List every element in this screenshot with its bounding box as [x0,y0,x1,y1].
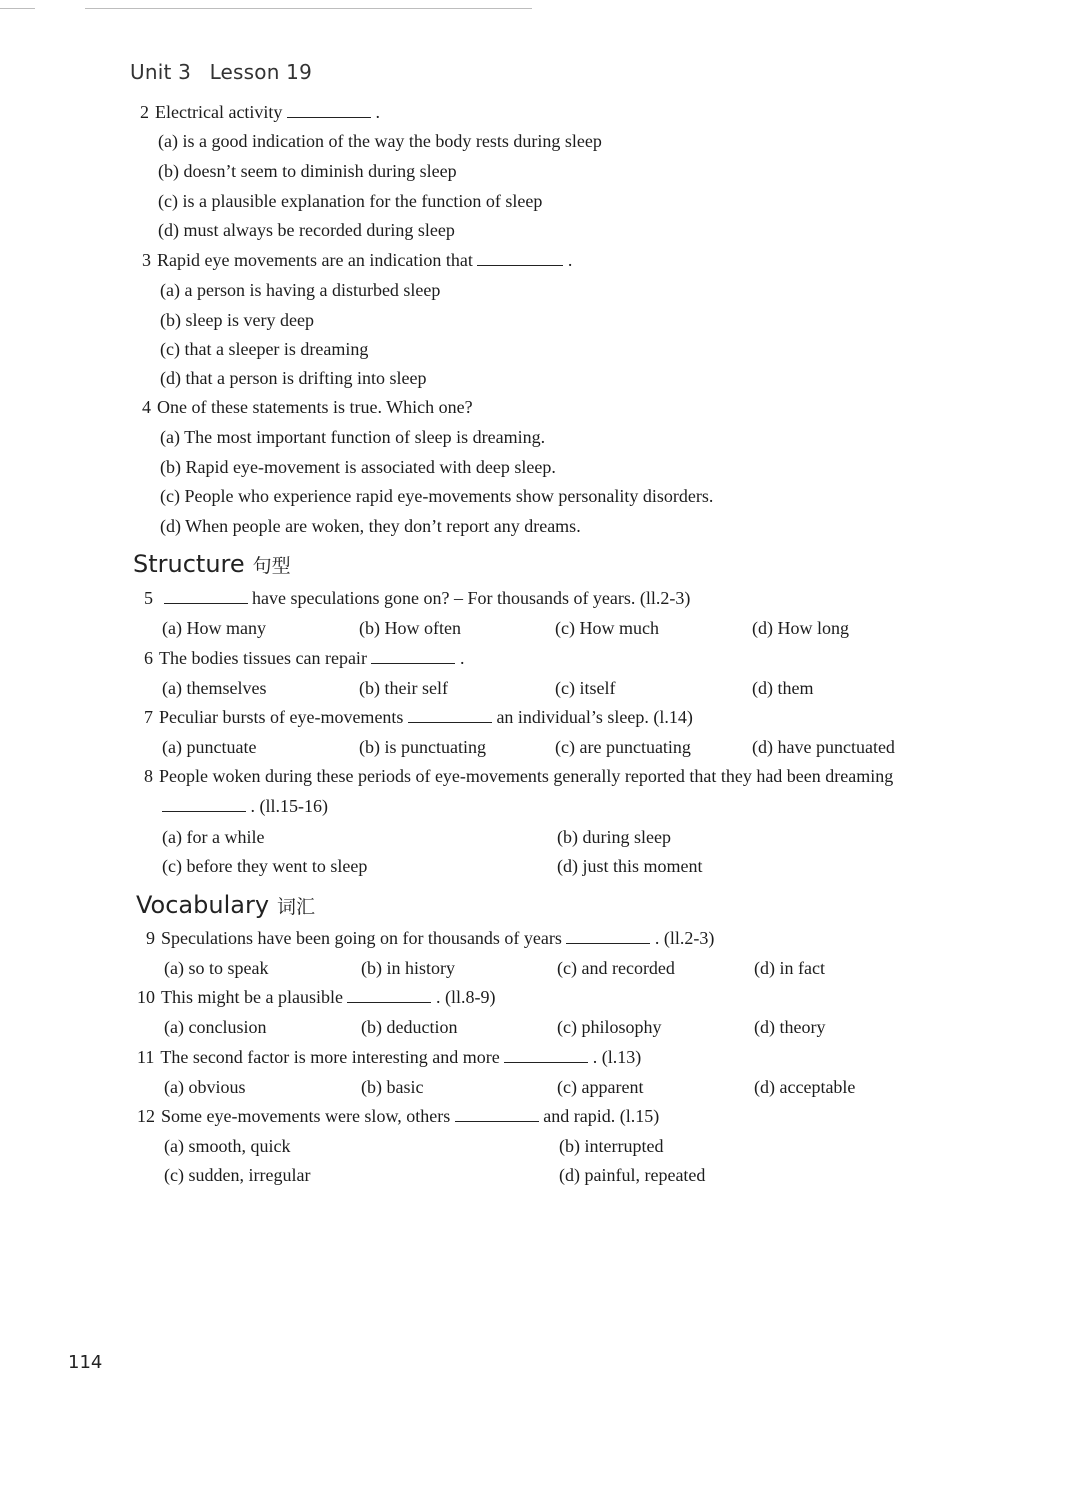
answer-blank [164,589,248,604]
page-number: 114 [68,1352,103,1373]
option-a: (a) a person is having a disturbed sleep [160,280,441,300]
option-b: (b) doesn’t seem to diminish during sleep [158,161,457,181]
option-b: (b) basic [361,1077,424,1097]
structure-title: Structure [133,550,245,578]
question-text-after: . (l.13) [592,1047,642,1067]
question-text-after: and rapid. (l.15) [543,1106,660,1126]
vocabulary-title-zh: 词汇 [277,896,316,918]
page-header [130,60,312,84]
question-text: Speculations have been going on for thousands of years [161,928,562,948]
question-2 [140,100,380,124]
option-c: (c) and recorded [557,958,675,978]
option-b: (b) Rapid eye-movement is associated with deep sleep. [160,457,556,477]
structure-title-zh: 句型 [252,555,291,577]
option-c: (c) itself [555,678,616,698]
top-rule [85,8,532,9]
option-d: (d) just this moment [557,856,703,876]
option-d: (d) theory [754,1017,826,1037]
question-3 [142,248,572,272]
question-text: Electrical activity [155,102,283,122]
question-text-after: an individual’s sleep. (l.14) [496,707,693,727]
answer-blank [162,797,246,812]
option-b: (b) interrupted [559,1136,664,1156]
question-number: 8 [144,766,153,786]
question-6 [144,646,464,670]
question-text-after: . [375,102,380,122]
option-a: (a) obvious [164,1077,246,1097]
question-number: 2 [140,102,149,122]
question-8 [144,764,893,788]
option-c: (c) apparent [557,1077,644,1097]
question-text-after: . [567,250,573,270]
option-a: (a) How many [162,618,266,638]
question-number: 3 [142,250,151,270]
option-d: (d) How long [752,618,849,638]
option-b: (b) in history [361,958,455,978]
option-a: (a) conclusion [164,1017,267,1037]
question-4 [142,395,473,419]
option-b: (b) their self [359,678,448,698]
question-text: Some eye-movements were slow, others [161,1106,451,1126]
answer-blank [477,251,563,266]
option-c: (c) is a plausible explanation for the function of sleep [158,191,543,211]
answer-blank [566,929,650,944]
vocabulary-heading [136,891,315,919]
question-text: The second factor is more interesting and more [160,1047,500,1067]
question-text: This might be a plausible [161,987,343,1007]
top-rule-left [0,8,35,9]
question-text-after: . (ll.2-3) [654,928,715,948]
option-d: (d) must always be recorded during sleep [158,220,455,240]
question-text: People woken during these periods of eye-movements generally reported that they had been dreaming [159,766,894,786]
vocabulary-title: Vocabulary [136,891,270,919]
question-number: 12 [137,1106,155,1126]
option-a: (a) so to speak [164,958,269,978]
question-number: 4 [142,397,151,417]
question-9 [146,926,714,950]
question-number: 6 [144,648,153,668]
question-10 [137,985,495,1009]
question-11 [137,1045,641,1069]
question-7 [144,705,693,729]
option-b: (b) deduction [361,1017,458,1037]
option-a: (a) themselves [162,678,267,698]
question-text-after: . (ll.8-9) [435,987,496,1007]
option-d: (d) that a person is drifting into sleep [160,368,427,388]
option-d: (d) have punctuated [752,737,895,757]
option-c: (c) People who experience rapid eye-movements show personality disorders. [160,486,714,506]
answer-blank [371,649,455,664]
option-c: (c) philosophy [557,1017,662,1037]
option-d: (d) painful, repeated [559,1165,706,1185]
question-text: Rapid eye movements are an indication that [157,250,473,270]
question-5 [144,586,690,610]
question-8-continuation [162,794,328,818]
lesson-label: Lesson 19 [209,60,313,84]
option-d: (d) acceptable [754,1077,856,1097]
option-c: (c) are punctuating [555,737,691,757]
answer-blank [347,988,431,1003]
option-d: (d) When people are woken, they don’t report any dreams. [160,516,581,536]
question-12 [137,1104,659,1128]
question-text: Peculiar bursts of eye-movements [159,707,404,727]
option-b: (b) How often [359,618,461,638]
question-text-after: . (ll.15-16) [250,796,328,816]
option-d: (d) them [752,678,814,698]
option-b: (b) during sleep [557,827,671,847]
question-number: 11 [137,1047,155,1067]
unit-label: Unit 3 [130,60,191,84]
question-number: 9 [146,928,155,948]
option-a: (a) is a good indication of the way the body rests during sleep [158,131,602,151]
option-c: (c) that a sleeper is dreaming [160,339,369,359]
answer-blank [408,708,492,723]
question-number: 7 [144,707,153,727]
option-c: (c) sudden, irregular [164,1165,311,1185]
option-a: (a) for a while [162,827,265,847]
option-c: (c) before they went to sleep [162,856,368,876]
answer-blank [504,1048,588,1063]
option-b: (b) sleep is very deep [160,310,314,330]
option-d: (d) in fact [754,958,825,978]
structure-heading [133,550,291,578]
option-a: (a) smooth, quick [164,1136,291,1156]
question-number: 5 [144,588,153,608]
answer-blank [455,1107,539,1122]
option-a: (a) punctuate [162,737,257,757]
option-b: (b) is punctuating [359,737,486,757]
question-number: 10 [137,987,155,1007]
question-text-after: . [459,648,465,668]
answer-blank [287,103,371,118]
question-text-after: have speculations gone on? – For thousands of years. (ll.2-3) [252,588,691,608]
option-c: (c) How much [555,618,659,638]
question-text: One of these statements is true. Which one? [157,397,473,417]
option-a: (a) The most important function of sleep is dreaming. [160,427,546,447]
question-text: The bodies tissues can repair [159,648,367,668]
